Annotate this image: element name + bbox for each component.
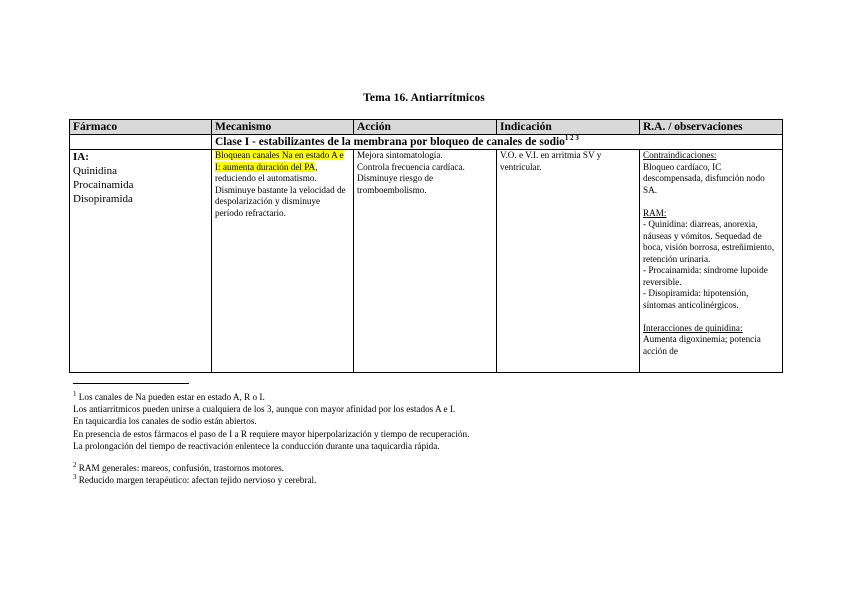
cell-farmaco bbox=[70, 150, 212, 373]
action-line: Mejora sintomatología. bbox=[357, 150, 443, 160]
footnote-1-line bbox=[73, 391, 793, 403]
action-line: Disminuye riesgo de tromboembolismo. bbox=[357, 173, 434, 195]
class-row-label bbox=[212, 135, 783, 150]
header-ra-observaciones: R.A. / observaciones bbox=[640, 120, 783, 135]
ram-item: - Quinidina: diarreas, anorexia, náuseas y vómitos. Sequedad de boca, visión borrosa, estreñimiento, retención urinaria. bbox=[643, 219, 775, 264]
spacer bbox=[73, 452, 793, 462]
table-header-row bbox=[70, 120, 783, 135]
highlighted-text: Bloquean canales Na en estado A e I: aumenta duración del PA bbox=[215, 150, 344, 172]
drug-name: Disopiramida bbox=[73, 193, 133, 205]
footnote-3 bbox=[73, 474, 793, 486]
ram-item: - Procainamida: síndrome lupoide reversible. bbox=[643, 265, 768, 287]
interactions-heading: Interacciones de quinidina: bbox=[643, 322, 743, 333]
mechanism-text-cont: , reduciendo el automatismo. bbox=[215, 161, 318, 183]
footnote-text: Los canales de Na pueden estar en estado A, R o I. bbox=[78, 392, 265, 402]
footnote-1-line: En presencia de estos fármacos el paso de I a R requiere mayor hiperpolarización y tiempo de recuperación. bbox=[73, 428, 470, 439]
drug-group: IA: bbox=[73, 151, 89, 163]
document-title: Tema 16. Antiarrítmicos bbox=[363, 92, 485, 104]
indication-text: V.O. e V.I. en arritmia SV y ventricular. bbox=[500, 150, 602, 172]
footnote-1-line: Los antiarrítmicos pueden unirse a cualquiera de los 3, aunque con mayor afinidad por los estados A e I. bbox=[73, 404, 456, 415]
class-label-text: Clase I - estabilizantes de la membrana por bloqueo de canales de sodio bbox=[215, 136, 565, 148]
footnote-text: RAM generales: mareos, confusión, trastornos motores. bbox=[78, 463, 284, 474]
cell-ra-observaciones bbox=[640, 150, 783, 373]
cell-accion bbox=[354, 150, 497, 373]
header-indicacion: Indicación bbox=[497, 120, 640, 135]
footnote-mark: 3 bbox=[73, 473, 77, 482]
antiarrhythmics-table bbox=[69, 119, 783, 373]
contraindications-text: Bloqueo cardíaco, IC descompensada, disfunción nodo SA. bbox=[643, 161, 765, 195]
header-mecanismo: Mecanismo bbox=[212, 120, 354, 135]
footnote-mark: 2 bbox=[73, 460, 77, 469]
drug-name: Quinidina bbox=[73, 165, 117, 177]
footnotes bbox=[73, 391, 793, 486]
footnote-1-line: En taquicardia los canales de sodio están abiertos. bbox=[73, 416, 257, 427]
ram-heading: RAM: bbox=[643, 207, 667, 218]
footnote-1-line: La prolongación del tiempo de reactivación enlentece la conducción durante una taquicardia rápida. bbox=[73, 440, 440, 451]
footnote-text: Reducido margen terapéutico: afectan tejido nervioso y cerebral. bbox=[78, 475, 317, 486]
header-farmaco: Fármaco bbox=[70, 120, 212, 135]
spacer bbox=[643, 196, 779, 208]
class-row-empty-cell bbox=[70, 135, 212, 150]
class-label-footnote-marks: 1 2 3 bbox=[564, 134, 579, 143]
header-accion: Acción bbox=[354, 120, 497, 135]
cell-mecanismo bbox=[212, 150, 354, 373]
footnote-mark: 1 bbox=[73, 389, 77, 398]
mechanism-text-2: Disminuye bastante la velocidad de despolarización y disminuye período refractario. bbox=[215, 184, 346, 218]
contraindications-heading: Contraindicaciones: bbox=[643, 150, 717, 160]
class-row bbox=[70, 135, 783, 150]
table-row bbox=[70, 150, 783, 373]
spacer bbox=[643, 311, 779, 323]
footnote-separator bbox=[73, 383, 189, 384]
ram-item: - Disopiramida: hipotensión, síntomas anticolinérgicos. bbox=[643, 288, 749, 310]
mechanism-text-1 bbox=[215, 150, 350, 185]
footnote-2 bbox=[73, 462, 793, 474]
action-line: Controla frecuencia cardíaca. bbox=[357, 161, 465, 172]
cell-indicacion bbox=[497, 150, 640, 373]
drug-name: Procainamida bbox=[73, 179, 134, 191]
interactions-text: Aumenta digoxinemia; potencia acción de bbox=[643, 334, 761, 356]
